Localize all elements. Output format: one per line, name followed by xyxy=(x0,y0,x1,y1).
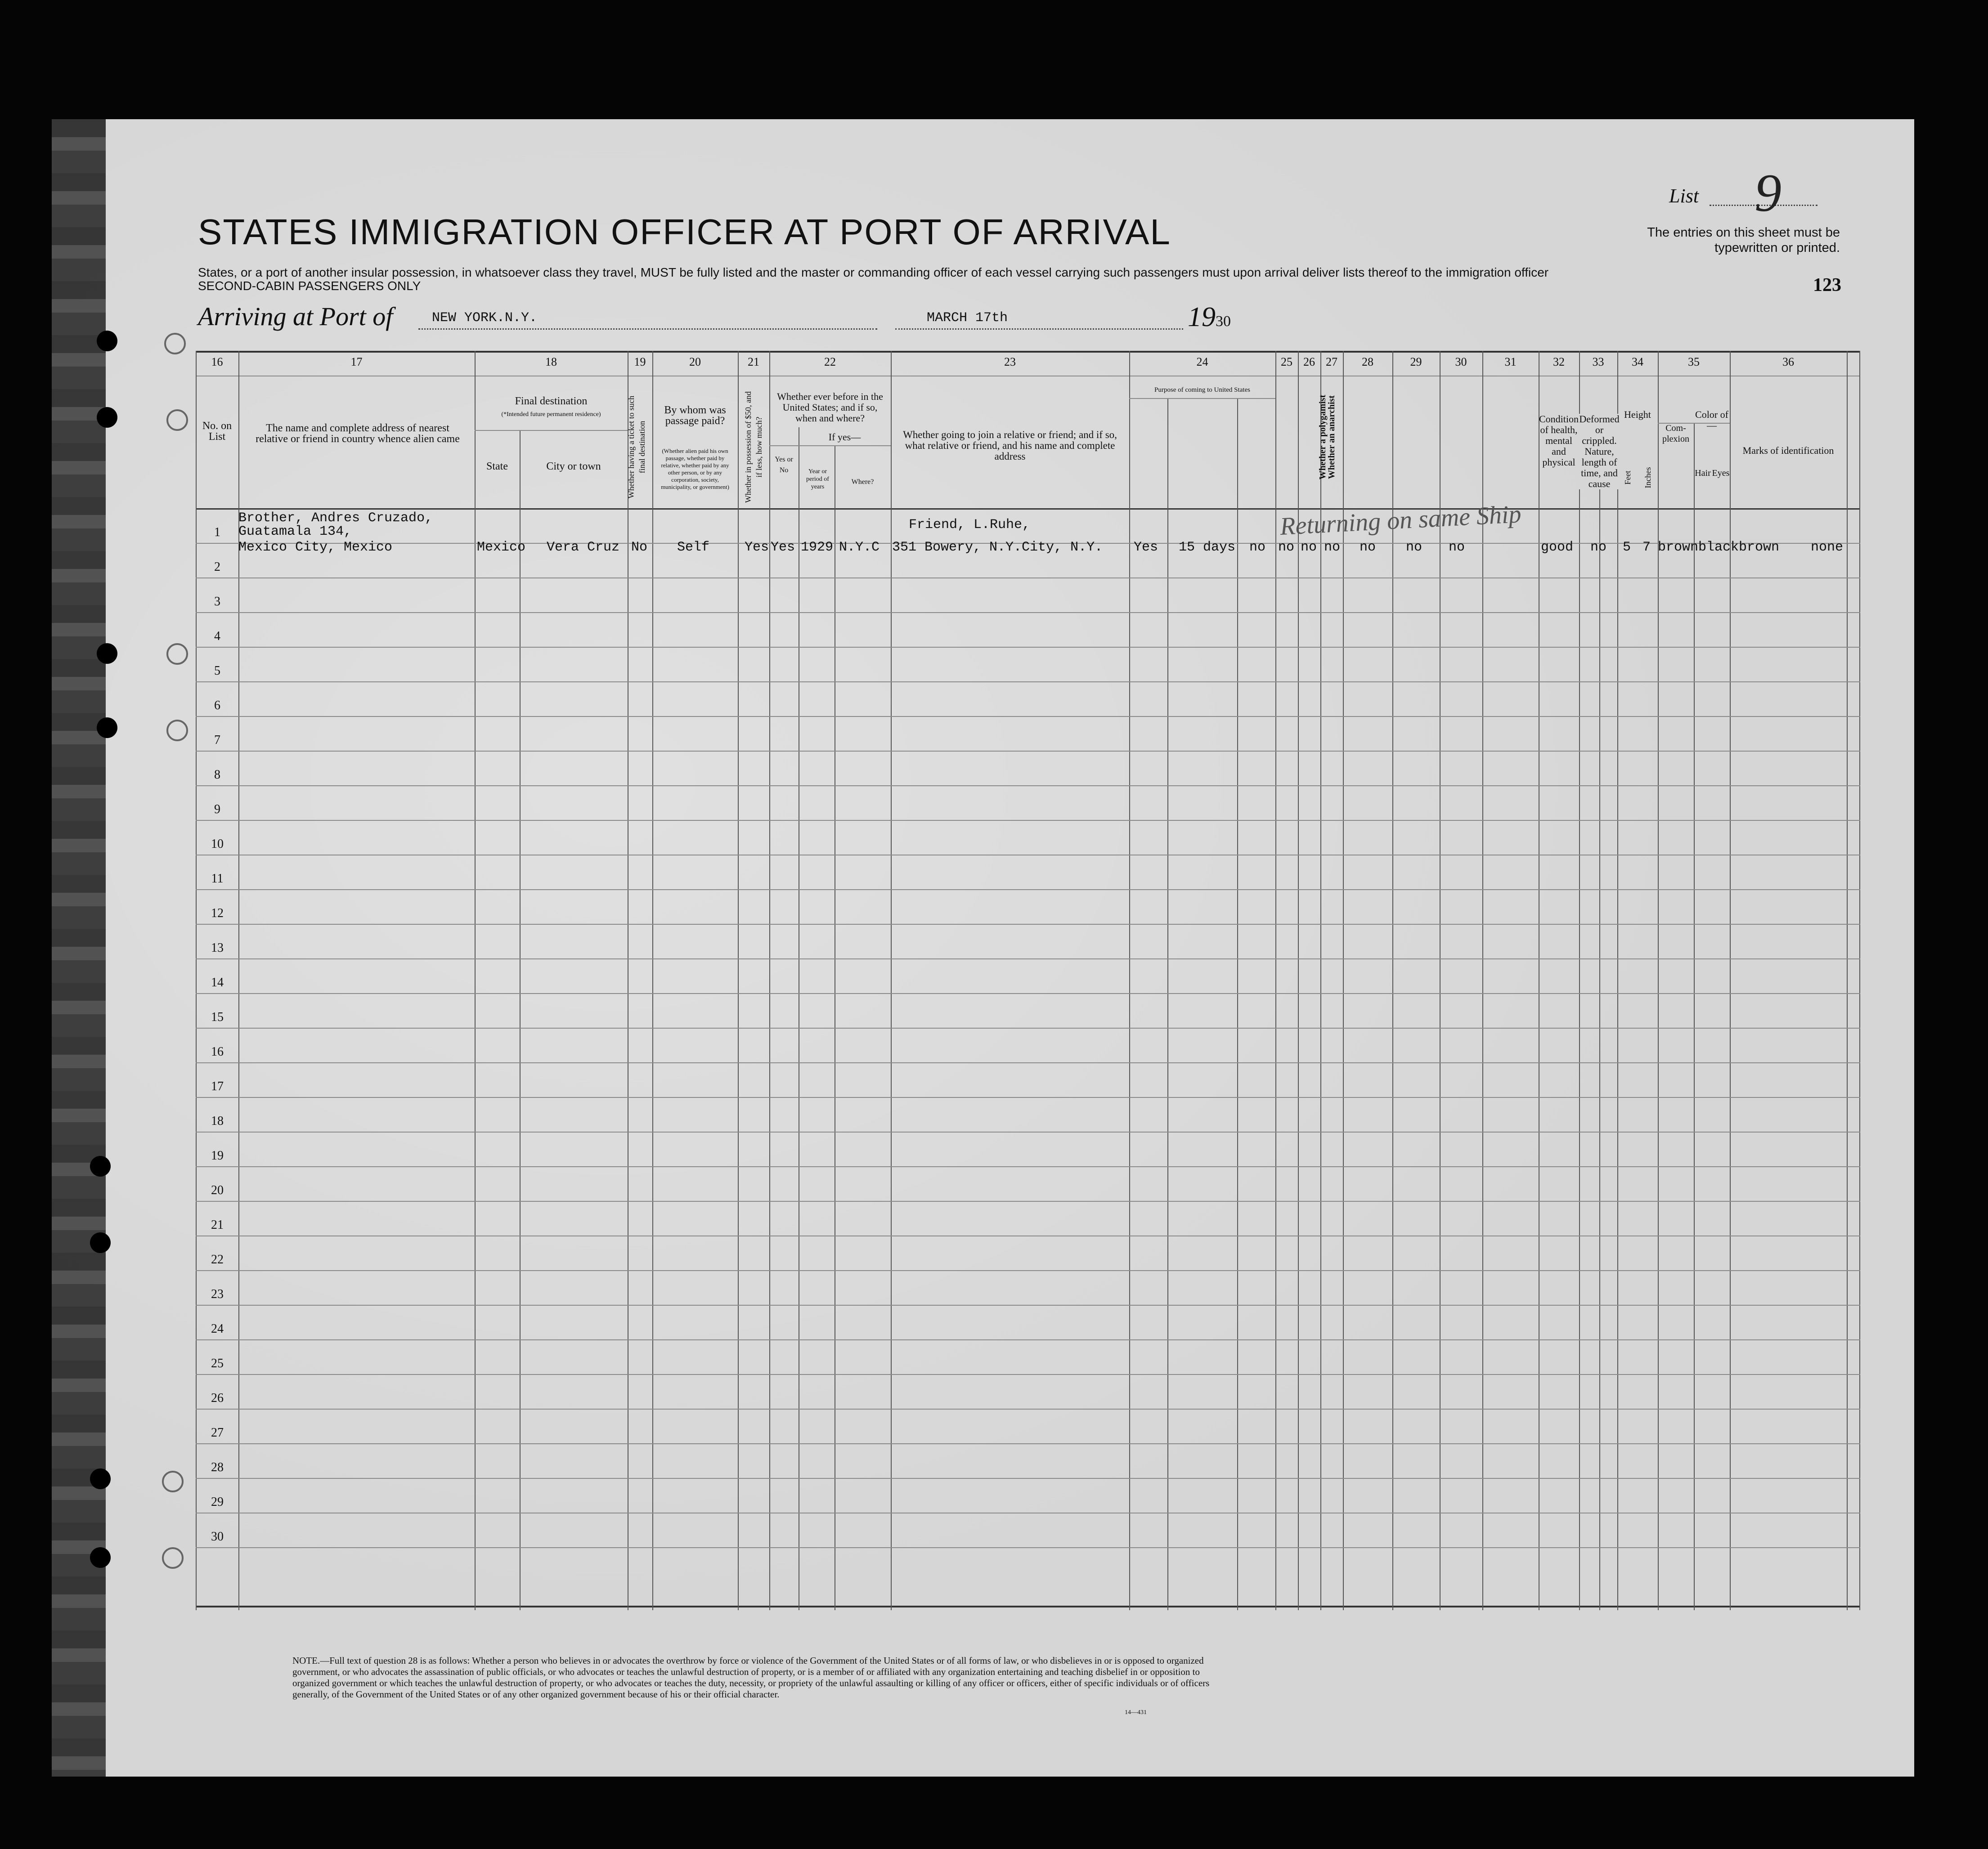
row-rule xyxy=(196,1339,1860,1340)
column-number: 24 xyxy=(1196,355,1208,368)
header-passage: By whom was passage paid? xyxy=(664,404,726,427)
row-rule xyxy=(196,1132,1860,1133)
row-number: 12 xyxy=(211,906,224,920)
header-hair: Hair xyxy=(1695,468,1711,478)
row-rule xyxy=(196,1547,1860,1548)
header-feet: Feet xyxy=(1623,470,1632,485)
row-number: 28 xyxy=(211,1460,224,1474)
binder-ring-icon xyxy=(166,720,188,741)
row-rule xyxy=(196,889,1860,890)
manifest-table xyxy=(196,351,1860,1610)
join-line-2: 351 Bowery, N.Y.City, N.Y. xyxy=(892,540,1103,555)
subheader-rule xyxy=(1129,398,1275,399)
column-number: 17 xyxy=(350,355,363,368)
column-number: 28 xyxy=(1362,355,1373,368)
row-number: 2 xyxy=(214,560,220,574)
header-marks: Marks of identification xyxy=(1742,445,1834,456)
header-polygamist-label: Whether a polygamist xyxy=(1318,394,1328,480)
entry-complexion: brown xyxy=(1658,540,1699,555)
col-border xyxy=(652,351,653,1610)
form-code: 14—431 xyxy=(1125,1709,1147,1716)
header-complexion: Com-plexion xyxy=(1662,423,1689,444)
binder-ring-icon xyxy=(166,409,188,431)
column-number: 29 xyxy=(1410,355,1422,368)
col-border xyxy=(1617,351,1618,1610)
join-line-1: Friend, L.Ruhe, xyxy=(909,517,1031,533)
row-number: 18 xyxy=(211,1114,224,1128)
torn-left-edge xyxy=(52,119,106,1777)
row-number: 25 xyxy=(211,1357,224,1370)
row-number: 6 xyxy=(214,698,220,712)
entry-hair: black xyxy=(1698,540,1739,555)
column-number: 23 xyxy=(1004,355,1016,368)
column-number: 16 xyxy=(211,355,223,368)
binder-ring-icon xyxy=(164,333,186,354)
row-rule xyxy=(196,958,1860,959)
subheader-rule xyxy=(475,430,628,431)
col-border xyxy=(891,351,892,1610)
header-before-in-us: Whether ever before in the United States; and if so, when and where? xyxy=(777,391,883,424)
row-number: 1 xyxy=(214,525,220,539)
header-bottom-rule xyxy=(196,508,1860,510)
binder-ring-icon xyxy=(162,1547,184,1569)
subheader-rule xyxy=(769,445,891,446)
row-number: 21 xyxy=(211,1218,224,1232)
entry-city: Vera Cruz xyxy=(547,540,620,555)
binder-hole-icon xyxy=(90,1547,111,1568)
column-number: 36 xyxy=(1782,355,1794,368)
header-inches: Inches xyxy=(1643,467,1652,488)
entry-fifty: Yes xyxy=(745,540,769,555)
entry-deformed: no xyxy=(1590,540,1607,555)
row-rule xyxy=(196,1097,1860,1098)
row-number: 22 xyxy=(211,1253,224,1267)
entry-purpose-yes: Yes xyxy=(1134,540,1158,555)
header-final-destination: Final destination xyxy=(515,395,588,407)
header-condition: Condition of health, mental and physical xyxy=(1539,413,1579,468)
row-number: 4 xyxy=(214,629,220,643)
entries-note: The entries on this sheet must be typewritten or printed. xyxy=(1647,225,1840,255)
binder-ring-icon xyxy=(162,1471,184,1492)
binder-hole-icon xyxy=(90,1468,111,1489)
header-if-yes: If yes— xyxy=(828,431,861,443)
row-rule xyxy=(196,1478,1860,1479)
subtitle-instructions: States, or a port of another insular possession, in whatsoever class they travel, MUST be fully listed and the master or commanding officer of each vessel carrying such passengers must upon arrival deliver lists thereof to the immigration officer xyxy=(198,265,1549,279)
col-border xyxy=(475,351,476,1610)
page-title: STATES IMMIGRATION OFFICER AT PORT OF ARRIVAL xyxy=(198,212,1171,252)
entry-year: 1929 xyxy=(801,540,834,555)
port-value: NEW YORK.N.Y. xyxy=(432,310,538,326)
column-number: 27 xyxy=(1326,355,1337,368)
col-border xyxy=(1129,351,1130,1610)
column-number: 20 xyxy=(689,355,701,368)
row-rule xyxy=(196,924,1860,925)
row-number: 11 xyxy=(211,872,224,886)
row-number: 14 xyxy=(211,976,224,989)
header-where: Where? xyxy=(851,478,874,486)
header-final-destination-note: (*Intended future permanent residence) xyxy=(501,411,601,418)
subtitle-class: SECOND-CABIN PASSENGERS ONLY xyxy=(198,279,421,293)
header-deformed-text: Deformed or crippled. Nature, length of time, and cause xyxy=(1579,413,1620,489)
col-border xyxy=(1579,351,1580,1610)
page-number: 123 xyxy=(1813,275,1841,295)
footnote: NOTE.—Full text of question 28 is as follows: Whether a person who believes in or advocates the overthrow by force or violence of the Government of the United States or of all forms of law, or who disbelieves in or is opposed to organized government, or who advocates the assassination of public officials, or who advocates or teaches the unlawful destruction of property, or is a member of or affiliated with any organization entertaining and teaching disbelief in or opposition to organized government or which teaches the unlawful destruction of property, or who advocates or teaches the duty, necessity, or propriety of the unlawful assaulting or killing of any officer or officers, either of specific individuals or of officers generally, of the Government of the United States or of any other organized government because of his or their official character. xyxy=(292,1655,1210,1700)
row-number: 16 xyxy=(211,1045,224,1059)
header-eyes: Eyes xyxy=(1712,468,1730,478)
row-rule xyxy=(196,647,1860,648)
entry-state: Mexico xyxy=(477,540,526,555)
binder-hole-icon xyxy=(97,717,117,738)
row-number: 27 xyxy=(211,1426,224,1440)
relative-line-1: Brother, Andres Cruzado, xyxy=(238,510,433,526)
entry-no: no xyxy=(1301,540,1317,555)
entry-condition: good xyxy=(1541,540,1574,555)
entry-inches: 7 xyxy=(1642,540,1651,555)
row-number: 24 xyxy=(211,1322,224,1336)
header-join: Whether going to join a relative or friend; and if so, what relative or friend, and his name and complete address xyxy=(903,429,1117,462)
header-anarchist-label: Whether an anarchist xyxy=(1327,395,1337,479)
col-border xyxy=(520,430,521,1610)
entry-before: Yes xyxy=(771,540,795,555)
col-border xyxy=(1859,351,1860,1610)
relative-line-3: Mexico City, Mexico xyxy=(238,540,393,555)
header-color: Color of— xyxy=(1695,409,1728,431)
row-number: 23 xyxy=(211,1287,224,1301)
column-number: 35 xyxy=(1688,355,1700,368)
header-passage-note: (Whether alien paid his own passage, whether paid by relative, whether paid by any other person, or by any corporation, society, municipality, or government) xyxy=(661,448,729,490)
entry-length: 15 days xyxy=(1179,540,1236,555)
binder-hole-icon xyxy=(97,331,117,351)
column-number: 26 xyxy=(1303,355,1315,368)
binder-hole-icon xyxy=(90,1232,111,1253)
column-number: 19 xyxy=(634,355,646,368)
column-number: 32 xyxy=(1553,355,1565,368)
row-number: 29 xyxy=(211,1495,224,1509)
row-rule xyxy=(196,993,1860,994)
row-number: 20 xyxy=(211,1183,224,1197)
date-line xyxy=(895,328,1183,330)
row-number: 7 xyxy=(214,733,220,747)
column-number: 30 xyxy=(1455,355,1467,368)
header-year-period: Year or period of years xyxy=(806,468,829,490)
row-rule xyxy=(196,1409,1860,1410)
row-rule xyxy=(196,820,1860,821)
col-border xyxy=(1237,398,1238,1610)
entry-marks: none xyxy=(1811,540,1844,555)
row-rule xyxy=(196,1062,1860,1063)
row-number: 5 xyxy=(214,664,220,678)
row-number: 19 xyxy=(211,1149,224,1163)
entry-no: no xyxy=(1278,540,1295,555)
row-rule xyxy=(196,681,1860,682)
row-number: 10 xyxy=(211,837,224,851)
row-number: 17 xyxy=(211,1079,224,1093)
binder-hole-icon xyxy=(97,643,117,664)
list-number: 9 xyxy=(1755,163,1782,223)
header-yes-no: Yes or No xyxy=(775,456,793,474)
entry-no: no xyxy=(1449,540,1465,555)
column-number: 31 xyxy=(1504,355,1517,368)
entry-passage: Self xyxy=(677,540,710,555)
col-border xyxy=(1320,351,1321,1610)
row-rule xyxy=(196,1270,1860,1271)
col-border xyxy=(1167,398,1168,1610)
col-border xyxy=(1694,423,1695,1610)
row-rule xyxy=(196,785,1860,786)
column-number: 34 xyxy=(1632,355,1643,368)
row-rule xyxy=(196,1028,1860,1029)
header-ticket: Whether having a ticket to such final destination xyxy=(627,395,646,499)
entry-no: no xyxy=(1324,540,1341,555)
column-number: 33 xyxy=(1592,355,1604,368)
col-border xyxy=(769,351,770,1610)
handwritten-annotation: Returning on same Ship xyxy=(1279,500,1522,541)
row-rule xyxy=(196,1201,1860,1202)
entry-no: no xyxy=(1360,540,1376,555)
entry-ticket: No xyxy=(631,540,648,555)
col-border xyxy=(1343,351,1344,1610)
header-city: City or town xyxy=(546,461,601,472)
entry-where: N.Y.C xyxy=(839,540,880,555)
row-number: 26 xyxy=(211,1391,224,1405)
column-number: 21 xyxy=(748,355,759,368)
row-number: 30 xyxy=(211,1530,224,1544)
header-fifty-dollars: Whether in possession of $50, and if less, how much? xyxy=(744,391,763,503)
date-value: MARCH 17th xyxy=(927,310,1008,326)
arriving-label: Arriving at Port of xyxy=(198,302,393,331)
entry-no: no xyxy=(1406,540,1423,555)
row-rule xyxy=(196,751,1860,752)
header-no-on-list: No. on List xyxy=(202,420,232,443)
col-border xyxy=(738,351,739,1610)
binder-ring-icon xyxy=(166,643,188,665)
header-purpose: Purpose of coming to United States xyxy=(1154,386,1250,394)
row-number: 3 xyxy=(214,595,220,609)
header-height: Height xyxy=(1624,409,1651,420)
table-bottom-rule xyxy=(196,1606,1860,1607)
row-rule xyxy=(196,1166,1860,1167)
header-state: State xyxy=(486,461,508,472)
row-number: 9 xyxy=(214,802,220,816)
row-rule xyxy=(196,612,1860,613)
header-relative: The name and complete address of nearest relative or friend in country whence alien came xyxy=(256,422,460,445)
port-line xyxy=(418,328,877,330)
column-number: 25 xyxy=(1281,355,1292,368)
row-rule xyxy=(196,716,1860,717)
row-rule xyxy=(196,1374,1860,1375)
relative-line-2: Guatamala 134, xyxy=(238,524,352,539)
row-rule xyxy=(196,1443,1860,1444)
row-number: 13 xyxy=(211,941,224,955)
entry-feet: 5 xyxy=(1623,540,1631,555)
column-number: 18 xyxy=(545,355,557,368)
row-rule xyxy=(196,1305,1860,1306)
col-border xyxy=(1482,351,1483,1610)
entry-eyes: brown xyxy=(1739,540,1780,555)
table-top-rule xyxy=(196,351,1860,353)
col-border xyxy=(1275,351,1276,1610)
entry-no: no xyxy=(1249,540,1266,555)
column-number: 22 xyxy=(824,355,836,368)
list-label: List xyxy=(1669,185,1699,207)
binder-hole-icon xyxy=(90,1156,111,1177)
binder-hole-icon xyxy=(97,407,117,428)
col-border xyxy=(1440,351,1441,1610)
row-number: 15 xyxy=(211,1010,224,1024)
row-number: 8 xyxy=(214,768,220,782)
col-border xyxy=(1392,351,1393,1610)
col-border xyxy=(1847,351,1848,1610)
col-border xyxy=(196,351,197,1610)
col-border xyxy=(1599,441,1600,1610)
year-value: 1930 xyxy=(1188,302,1231,332)
